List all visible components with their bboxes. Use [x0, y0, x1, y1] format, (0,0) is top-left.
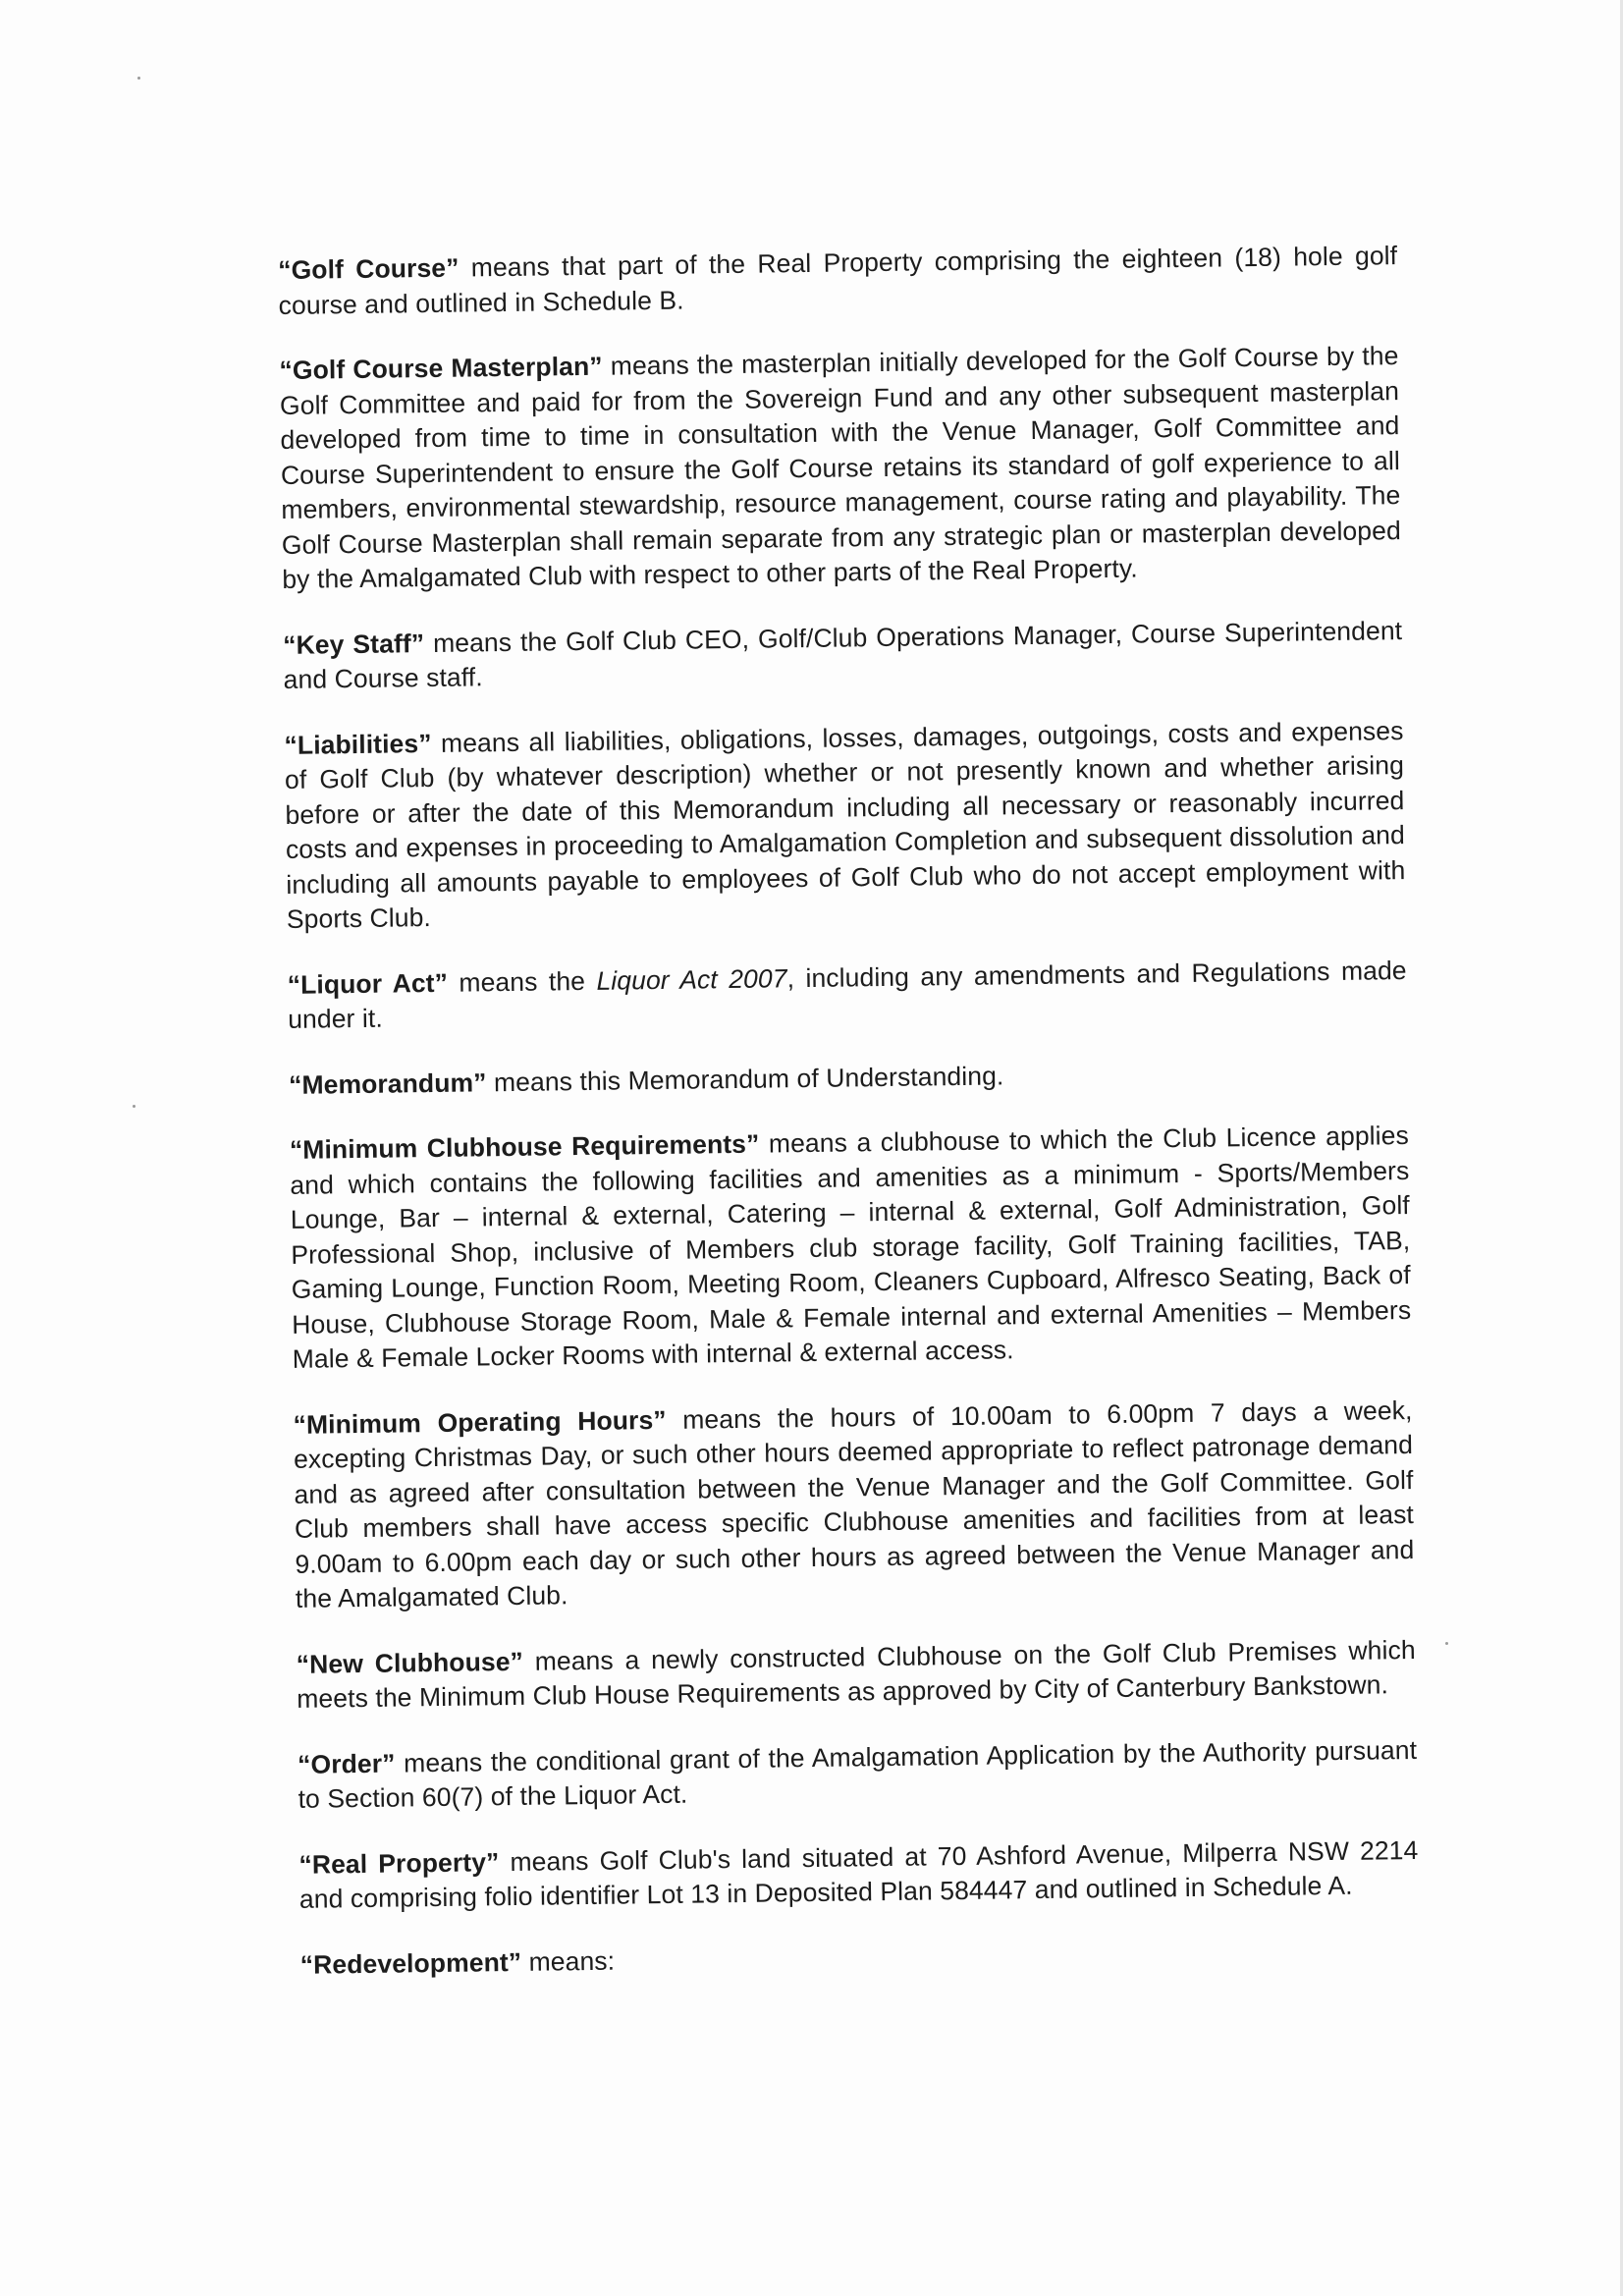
definition-text: means the masterplan initially developed for the Golf Course by the Golf Committee and paid for from the Sovereign Fund and any other subsequent masterplan developed from time to time in consultation with the Venue Manager, Golf Committee and Course Superintendent to ensure the Golf Course retains its standard of golf experience to all members, environmental stewardship, resource management, course rating and playability. The Golf Course Masterplan shall remain separate from any strategic plan or masterplan developed by the Amalgamated Club with respect to other parts of the Real Property.: [279, 341, 1401, 594]
definition-liabilities: [284, 714, 1406, 938]
definition-golf-course-masterplan: [279, 339, 1401, 597]
definition-text: means the hours of 10.00am to 6.00pm 7 days a week, excepting Christmas Day, or such other hours deemed appropriate to reflect patronage demand and as agreed after consultation between the Venue Manager and the Golf Committee. Golf Club members shall have access specific Clubhouse amenities and facilities from at least 9.00am to 6.00pm each day or such other hours as agreed between the Venue Manager and the Amalgamated Club.: [293, 1394, 1415, 1613]
definition-text: means the Golf Club CEO, Golf/Club Operations Manager, Course Superintendent and Course staff.: [283, 615, 1403, 694]
scan-speck: [137, 77, 140, 80]
definition-text: means the conditional grant of the Amalgamation Application by the Authority pursuant to Section 60(7) of the Liquor Act.: [298, 1734, 1418, 1814]
term-label: “ Memorandum ”: [289, 1067, 487, 1100]
definition-memorandum: [289, 1054, 1408, 1103]
definition-text: means a newly constructed Clubhouse on the Golf Club Premises which meets the Minimum Club House Requirements as approved by City of Canterbury Bankstown.: [297, 1634, 1416, 1714]
term-label: “ Liabilities ”: [284, 728, 431, 759]
definitions-list: [278, 239, 1420, 2013]
definition-text: means Golf Club's land situated at 70 Ashford Avenue, Milperra NSW 2214 and comprising folio identifier Lot 13 in Deposited Plan 584447 and outlined in Schedule A.: [298, 1834, 1419, 1914]
term-label: “ Golf Course ”: [278, 253, 460, 285]
term-label: “ Key Staff ”: [283, 629, 424, 660]
definition-order: [298, 1732, 1418, 1817]
term-label: “ Redevelopment ”: [300, 1946, 522, 1979]
statute-title: Liquor Act 2007: [596, 962, 787, 996]
scan-speck: [133, 1105, 135, 1108]
definition-text: means a clubhouse to which the Club Licence applies and which contains the following facilities and amenities as a minimum - Sports/Members Lounge, Bar – internal & external, Catering – internal & external, Golf Administration, Golf Professional Shop, inclusive of Members club storage facility, Golf Training facilities, TAB, Gaming Lounge, Function Room, Meeting Room, Cleaners Cupboard, Alfresco Seating, Back of House, Clubhouse Storage Room, Male & Female internal and external Amenities – Members Male & Female Locker Rooms with internal & external access.: [290, 1121, 1412, 1374]
definition-text: means:: [520, 1945, 616, 1977]
definition-text: means all liabilities, obligations, losses, damages, outgoings, costs and expenses of Golf Club (by whatever description) whether or not presently known and whether arising before or after the date of this Memorandum including all necessary or reasonably incurred costs and expenses in proceeding to Amalgamation Completion and subsequent dissolution and including all amounts payable to employees of Golf Club who do not accept employment with Sports Club.: [284, 715, 1406, 934]
definition-golf-course: [278, 239, 1398, 323]
definition-text: means that part of the Real Property comprising the eighteen (18) hole golf course and outlined in Schedule B.: [278, 241, 1398, 320]
term-label: “ Order ”: [298, 1748, 396, 1778]
term-label: “ Minimum Clubhouse Requirements ”: [290, 1129, 760, 1165]
term-label: “ New Clubhouse ”: [297, 1646, 523, 1678]
definition-key-staff: [283, 614, 1403, 698]
term-label: “ Minimum Operating Hours ”: [293, 1404, 666, 1439]
term-label: “ Liquor Act ”: [288, 967, 449, 999]
definition-minimum-clubhouse-requirements: [290, 1119, 1412, 1377]
definition-new-clubhouse: [297, 1632, 1417, 1717]
definition-text: means this Memorandum of Understanding.: [486, 1060, 1004, 1097]
scan-speck: [1445, 1642, 1448, 1645]
definition-liquor-act: [288, 954, 1408, 1038]
definition-text: means the: [447, 965, 597, 998]
definition-redevelopment: [300, 1933, 1420, 1982]
definition-minimum-operating-hours: [293, 1393, 1415, 1616]
definition-text: , including any amendments and Regulations made under it.: [288, 955, 1407, 1034]
definition-real-property: [298, 1832, 1419, 1917]
term-label: “ Real Property ”: [298, 1847, 499, 1880]
term-label: “ Golf Course Masterplan ”: [279, 352, 603, 385]
